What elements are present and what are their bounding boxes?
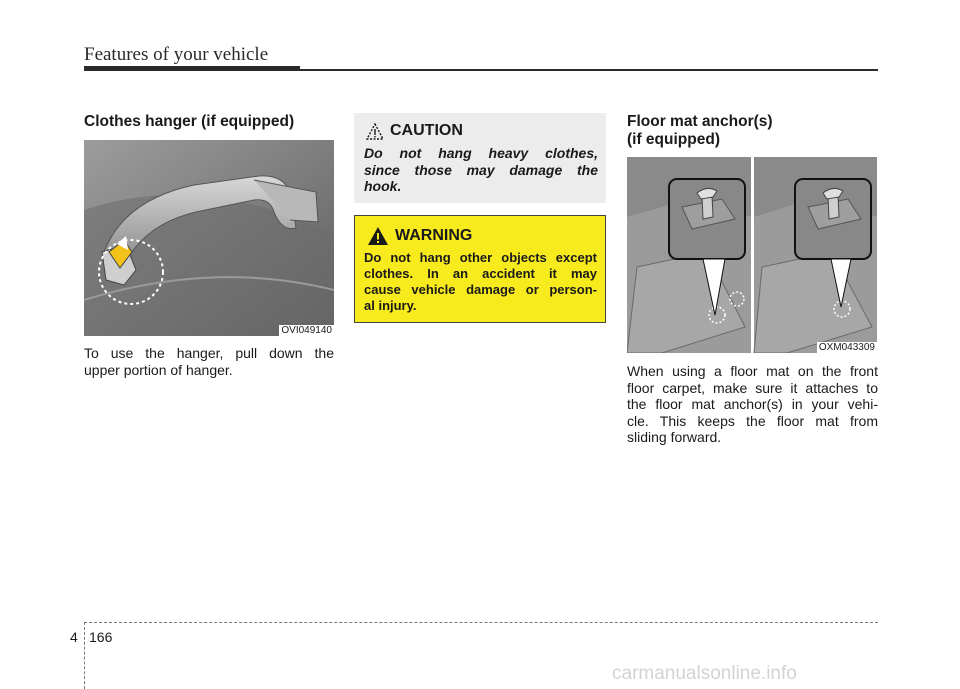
footer-chapter-number: 4 xyxy=(70,629,78,645)
floor-mat-heading xyxy=(627,113,773,149)
caution-box xyxy=(354,113,606,203)
floor-mat-heading-line: (if equipped) xyxy=(627,131,720,148)
warning-text xyxy=(364,250,597,314)
body-line: upper portion of hanger. xyxy=(84,361,233,378)
caution-text xyxy=(364,145,598,195)
watermark: carmanualsonline.info xyxy=(612,663,797,684)
warning-title: WARNING xyxy=(395,227,473,244)
body-line: the floor mat anchor(s) in your vehi- xyxy=(627,396,878,412)
floor-mat-heading-line: Floor mat anchor(s) xyxy=(627,113,773,130)
footer-page-number: 166 xyxy=(89,629,113,645)
body-line: sliding forward. xyxy=(627,429,722,445)
footer-rule xyxy=(84,622,878,623)
warning-line: Do not hang other objects except xyxy=(364,250,597,265)
caution-line: Do not hang heavy clothes, xyxy=(364,145,598,161)
clothes-hanger-body xyxy=(84,345,334,378)
page-header-title: Features of your vehicle xyxy=(84,44,269,65)
header-rule-thick xyxy=(84,66,300,71)
caution-title: CAUTION xyxy=(390,122,463,139)
body-line: cle. This keeps the floor mat from xyxy=(627,412,878,429)
body-line: When using a floor mat on the front xyxy=(627,363,878,379)
clothes-hanger-image xyxy=(84,140,334,336)
warning-triangle-icon xyxy=(367,226,389,246)
warning-line: cause vehicle damage or person- xyxy=(364,282,597,297)
floor-mat-image xyxy=(627,157,877,353)
body-line: To use the hanger, pull down the xyxy=(84,345,334,361)
header-rule-thin xyxy=(300,69,878,71)
caution-line: since those may damage the xyxy=(364,161,598,178)
warning-line: clothes. In an accident it may xyxy=(364,266,597,281)
footer-divider xyxy=(84,622,85,689)
clothes-hanger-heading: Clothes hanger (if equipped) xyxy=(84,113,295,130)
floor-mat-image-code: OXM043309 xyxy=(818,342,875,353)
warning-box xyxy=(354,215,606,323)
body-line: floor carpet, make sure it attaches to xyxy=(627,379,878,396)
warning-line: al injury. xyxy=(364,298,417,313)
caution-triangle-icon xyxy=(366,123,384,141)
floor-mat-body xyxy=(627,363,878,446)
clothes-hanger-image-code: OVI049140 xyxy=(281,325,332,336)
caution-line: hook. xyxy=(364,178,402,194)
